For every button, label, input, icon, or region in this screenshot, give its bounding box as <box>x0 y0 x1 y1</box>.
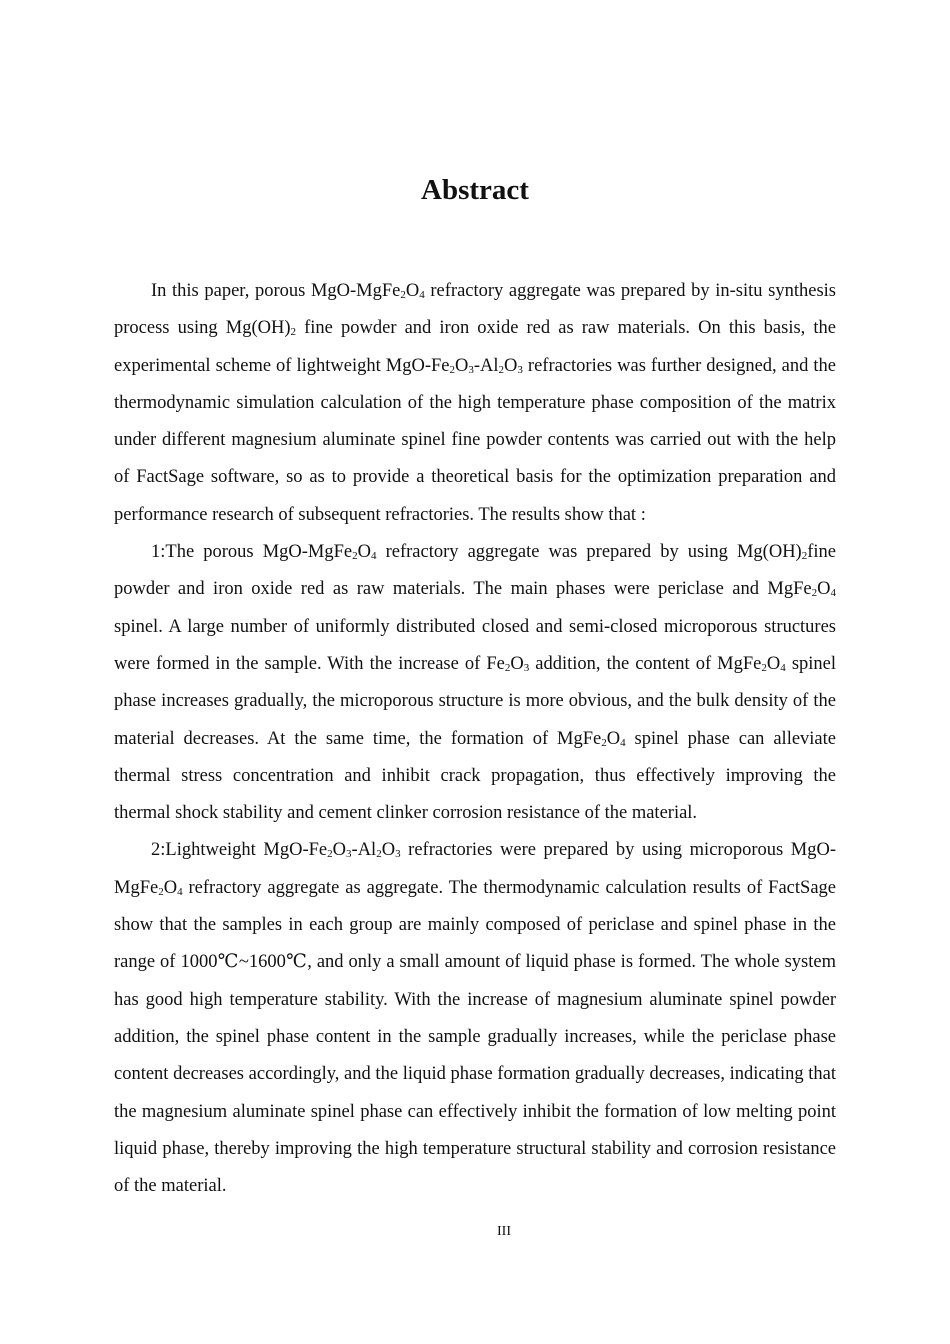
subscript: 2 <box>290 326 297 339</box>
subscript: 2 <box>504 661 511 674</box>
text-run: fine powder and iron oxide red as raw materials. The main phases were periclase and MgFe <box>114 542 836 600</box>
subscript: 2 <box>811 587 818 600</box>
subscript: 2 <box>449 363 455 376</box>
subscript: 4 <box>419 289 425 301</box>
subscript: 3 <box>523 661 530 674</box>
subscript: 3 <box>517 363 523 376</box>
text-run: fine powder and iron oxide red as raw materials. On this basis, the experimental scheme of lightweight MgO-Fe <box>114 318 836 376</box>
subscript: 4 <box>780 661 786 674</box>
text-run: O <box>510 653 524 674</box>
page-title: Abstract <box>421 174 529 206</box>
subscript: 3 <box>468 363 474 376</box>
abstract-paragraph-result-2 <box>114 832 836 1205</box>
text-run: O <box>766 653 781 674</box>
subscript: 2 <box>801 550 808 563</box>
text-run: 1:The porous MgO-MgFe <box>151 542 353 563</box>
text-run: O <box>357 542 371 563</box>
subscript: 2 <box>376 848 382 861</box>
text-run: refractories was further designed, and the thermodynamic simulation calculation of the high temperature phase composition of the matrix under different magnesium aluminate spinel fine powder contents was carried out with the help of FactSage software, so as to provide a theoretical basis for the optimization preparation and performance research of subsequent refractories. The results show that : <box>114 355 836 525</box>
subscript: 2 <box>601 736 607 749</box>
subscript: 4 <box>830 587 836 600</box>
subscript: 2 <box>158 885 164 898</box>
subscript: 3 <box>395 848 401 861</box>
subscript: 4 <box>620 736 626 749</box>
abstract-paragraph-result-1 <box>114 534 836 832</box>
subscript: 3 <box>346 848 352 861</box>
text-run: -Al <box>351 840 377 861</box>
text-run: addition, the content of MgFe <box>529 653 762 674</box>
text-run: O <box>606 728 621 749</box>
subscript: 4 <box>370 550 377 563</box>
text-run: O <box>381 840 396 861</box>
text-run: refractory aggregate was prepared by using Mg(OH) <box>376 542 802 563</box>
abstract-paragraph-intro <box>114 273 836 534</box>
page-number: III <box>497 1224 511 1239</box>
subscript: 2 <box>327 848 333 861</box>
text-run: O <box>405 281 420 301</box>
text-run: -Al <box>473 355 499 376</box>
subscript: 2 <box>400 289 406 301</box>
subscript: 2 <box>498 363 505 376</box>
text-run: In this paper, porous MgO-MgFe <box>151 281 401 301</box>
text-run: refractory aggregate was prepared by in-situ synthesis process using Mg(OH) <box>114 281 837 339</box>
abstract-body <box>114 273 836 1205</box>
text-run: spinel phase can alleviate thermal stress concentration and inhibit crack propagation, thus effectively improving the thermal shock stability and cement clinker corrosion resistance of the material. <box>114 728 836 824</box>
text-run: spinel. A large number of uniformly distributed closed and semi-closed microporous structures were formed in the sample. With the increase of Fe <box>114 616 836 674</box>
subscript: 4 <box>177 885 183 898</box>
text-run: spinel phase increases gradually, the microporous structure is more obvious, and the bulk density of the material decreases. At the same time, the formation of MgFe <box>114 653 837 749</box>
text-run: 2:Lightweight MgO-Fe <box>151 840 328 861</box>
text-run: refractory aggregate as aggregate. The thermodynamic calculation results of FactSage show that the samples in each group are mainly composed of periclase and spinel phase in the range of 1000℃~1600℃, and only a small amount of liquid phase is formed. The whole system has good high temperature stability. With the increase of magnesium aluminate spinel powder addition, the spinel phase content in the sample gradually increases, while the periclase phase content decreases accordingly, and the liquid phase formation gradually decreases, indicating that the magnesium aluminate spinel phase can effectively inhibit the formation of low melting point liquid phase, thereby improving the high temperature structural stability and corrosion resistance of the material. <box>114 877 836 1197</box>
text-run: O <box>163 877 178 898</box>
text-run: O <box>454 355 469 376</box>
subscript: 2 <box>352 550 358 563</box>
text-run: O <box>332 840 347 861</box>
text-run: O <box>504 355 518 376</box>
text-run: O <box>817 579 831 600</box>
subscript: 2 <box>761 661 767 674</box>
text-run: refractories were prepared by using microporous MgO-MgFe <box>114 840 837 898</box>
